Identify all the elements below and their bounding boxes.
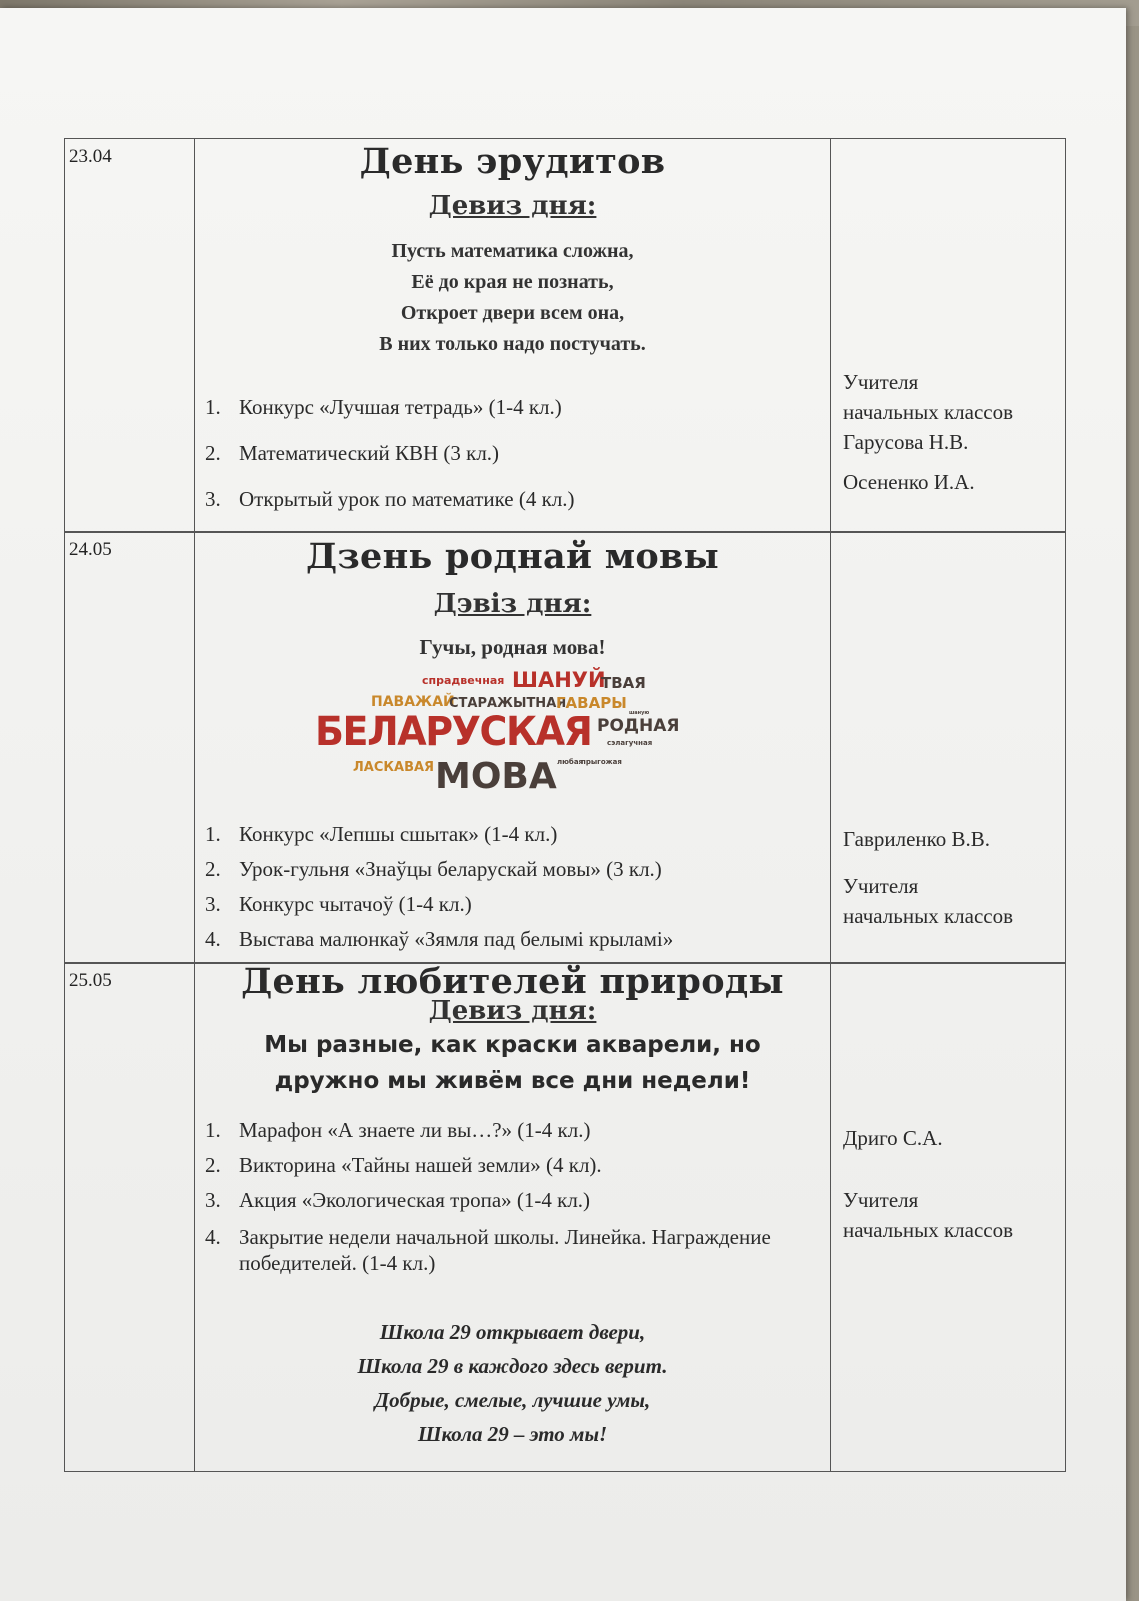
word-cloud-image (315, 668, 695, 812)
event-list (205, 817, 673, 957)
list-item: 1. Конкурс «Лучшая тетрадь» (1-4 кл.) (205, 395, 562, 419)
wordcloud-word: МОВА (435, 756, 557, 797)
verse-line: Школа 29 – это мы! (417, 1422, 608, 1446)
wordcloud-word: прыгожая (581, 758, 622, 766)
wordcloud-word: ЛАСКАВАЯ (353, 760, 435, 775)
wordcloud-word: РОДНАЯ (597, 716, 680, 736)
responsible-cell (831, 532, 1067, 963)
wordcloud-word: сэлагучная (607, 739, 653, 747)
date-cell: 23.04 (65, 139, 195, 532)
wordcloud-word: спрадвечная (422, 674, 505, 687)
closing-verse (195, 1315, 830, 1451)
event-list (205, 384, 575, 522)
list-item: 4. Выстава малюнкаў «Зямля пад белымі крыламі» (205, 927, 674, 951)
event-cell (195, 139, 831, 532)
motto-label: Девиз дня: (428, 996, 597, 1026)
list-item: 3. Конкурс чытачоў (1-4 кл.) (205, 892, 472, 916)
wordcloud-word: ТВАЯ (601, 674, 646, 692)
wordcloud-word: любая (557, 758, 584, 766)
list-item: 4. Закрытие недели начальной школы. Линейка. Награждение победителей. (1-4 кл.) (205, 1225, 771, 1275)
responsible-list: Учителя начальных классов Гарусова Н.В. Осененко И.А. (843, 370, 1013, 494)
list-item: 2. Математический КВН (3 кл.) (205, 441, 500, 465)
verse-line: Школа 29 в каждого здесь верит. (357, 1354, 668, 1378)
list-item: 1. Марафон «А знаете ли вы…?» (1-4 кл.) (205, 1118, 591, 1142)
verse-line: Добрые, смелые, лучшие умы, (374, 1388, 651, 1412)
table-row-native-language (64, 531, 1066, 964)
verse-line: В них только надо постучать. (379, 333, 646, 355)
motto-verse (195, 1027, 830, 1099)
responsible-list: Дриго С.А. Учителя начальных классов (843, 1126, 1013, 1242)
verse-line: Школа 29 открывает двери, (379, 1320, 646, 1344)
motto-verse: Гучы, родная мова! (419, 635, 606, 659)
motto-verse (195, 236, 830, 360)
list-item: 3. Открытый урок по математике (4 кл.) (205, 487, 575, 511)
verse-line: Её до края не познать, (411, 271, 614, 293)
list-item: 3. Акция «Экологическая тропа» (1-4 кл.) (205, 1188, 591, 1212)
verse-line: Мы разные, как краски акварели, но (264, 1032, 761, 1058)
day-title: Дзень роднай мовы (305, 536, 720, 577)
day-title: День любителей природы (241, 961, 784, 1002)
wordcloud-word: ГАВАРЫ (556, 694, 627, 712)
wordcloud-word: СТАРАЖЫТНАЯ (449, 696, 567, 711)
responsible-list: Гавриленко В.В. Учителя начальных классов (843, 827, 1013, 928)
list-item: 2. Викторина «Тайны нашей земли» (4 кл). (205, 1153, 602, 1177)
date-cell: 24.05 (65, 532, 195, 963)
list-item: 2. Урок-гульня «Знаўцы беларускай мовы» (3 кл.) (205, 857, 662, 881)
day-title: День эрудитов (359, 141, 666, 182)
event-cell (195, 532, 831, 963)
paper-sheet (0, 8, 1126, 1601)
responsible-cell (831, 963, 1067, 1471)
wordcloud-word: ПАВАЖАЙ (371, 694, 455, 710)
table-row-erudites (64, 138, 1066, 533)
verse-line: дружно мы живём все дни недели! (274, 1068, 751, 1094)
event-list (205, 1113, 799, 1276)
motto-label: Девиз дня: (428, 191, 597, 221)
event-cell (195, 963, 831, 1471)
wordcloud-word: шаную (629, 710, 650, 716)
date-cell: 25.05 (65, 963, 195, 1471)
verse-line: Пусть математика сложна, (391, 240, 634, 262)
responsible-cell (831, 139, 1067, 532)
wordcloud-word: ШАНУЙ (512, 668, 606, 692)
list-item: 1. Конкурс «Лепшы сшытак» (1-4 кл.) (205, 822, 558, 846)
wordcloud-word: БЕЛАРУСКАЯ (315, 709, 592, 755)
verse-line: Откроет двери всем она, (400, 302, 625, 324)
table-row-nature-lovers (64, 962, 1066, 1472)
motto-label: Дэвіз дня: (433, 589, 592, 619)
